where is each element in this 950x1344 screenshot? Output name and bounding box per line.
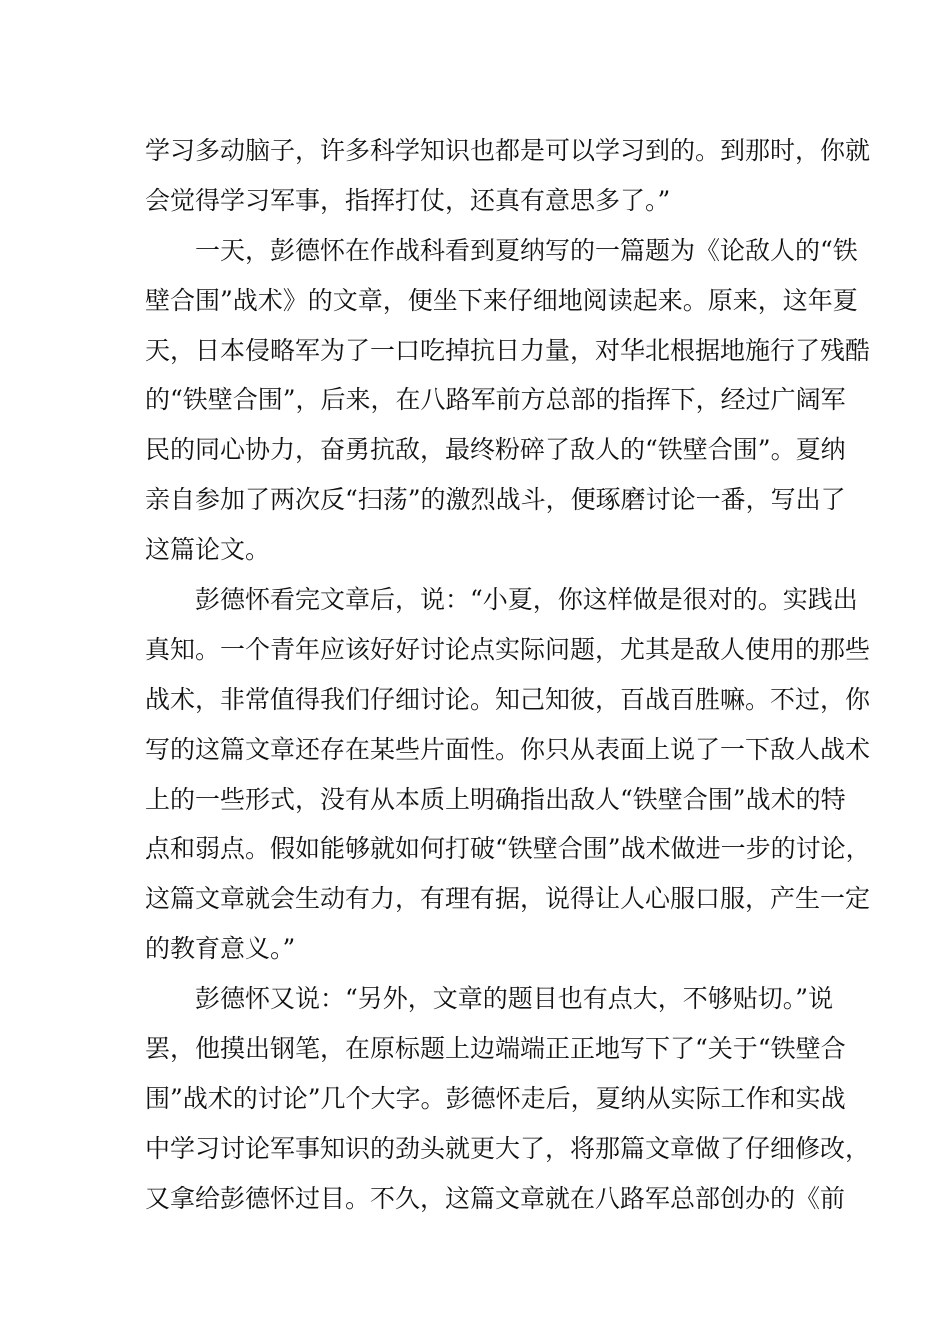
- text-line: 真知。一个青年应该好好讨论点实际问题，尤其是敌人使用的那些: [145, 634, 871, 664]
- text-line: 亲自参加了两次反“扫荡”的激烈战斗，便琢磨讨论一番，写出了: [145, 485, 846, 515]
- paragraph-first-line: 彭德怀看完文章后，说：“小夏，你这样做是很对的。实践出: [195, 585, 858, 615]
- text-line: 战术，非常值得我们仔细讨论。知己知彼，百战百胜嘛。不过，你: [145, 684, 871, 714]
- text-line: 这篇论文。: [145, 535, 271, 565]
- text-line: 写的这篇文章还存在某些片面性。你只从表面上说了一下敌人战术: [145, 734, 871, 764]
- text-line: 罢，他摸出钢笔，在原标题上边端端正正地写下了“关于“铁壁合: [145, 1034, 846, 1064]
- text-line: 的教育意义。”: [145, 934, 296, 964]
- text-line: 围”战术的讨论”几个大字。彭德怀走后，夏纳从实际工作和实战: [145, 1083, 846, 1113]
- text-line: 壁合围”战术》的文章，便坐下来仔细地阅读起来。原来，这年夏: [145, 285, 858, 315]
- text-line: 中学习讨论军事知识的劲头就更大了，将那篇文章做了仔细修改，: [145, 1133, 871, 1163]
- text-line: 的“铁壁合围”，后来，在八路军前方总部的指挥下，经过广阔军: [145, 385, 846, 415]
- text-line: 会觉得学习军事，指挥打仗，还真有意思多了。”: [145, 185, 671, 215]
- paragraph-first-line: 彭德怀又说：“另外，文章的题目也有点大，不够贴切。”说: [195, 984, 834, 1014]
- text-line: 上的一些形式，没有从本质上明确指出敌人“铁壁合围”战术的特: [145, 784, 846, 814]
- text-line: 民的同心协力，奋勇抗敌，最终粉碎了敌人的“铁壁合围”。夏纳: [145, 435, 846, 465]
- text-line: 又拿给彭德怀过目。不久，这篇文章就在八路军总部创办的《前: [145, 1183, 846, 1213]
- text-line: 学习多动脑子，许多科学知识也都是可以学习到的。到那时，你就: [145, 136, 871, 165]
- text-line: 天，日本侵略军为了一口吃掉抗日力量，对华北根据地施行了残酷: [145, 335, 871, 365]
- paragraph-first-line: 一天，彭德怀在作战科看到夏纳写的一篇题为《论敌人的“铁: [195, 235, 858, 265]
- text-line: 点和弱点。假如能够就如何打破“铁壁合围”战术做进一步的讨论，: [145, 834, 871, 864]
- body-text: [145, 126, 871, 1224]
- text-line: 这篇文章就会生动有力，有理有据，说得让人心服口服，产生一定: [145, 884, 871, 914]
